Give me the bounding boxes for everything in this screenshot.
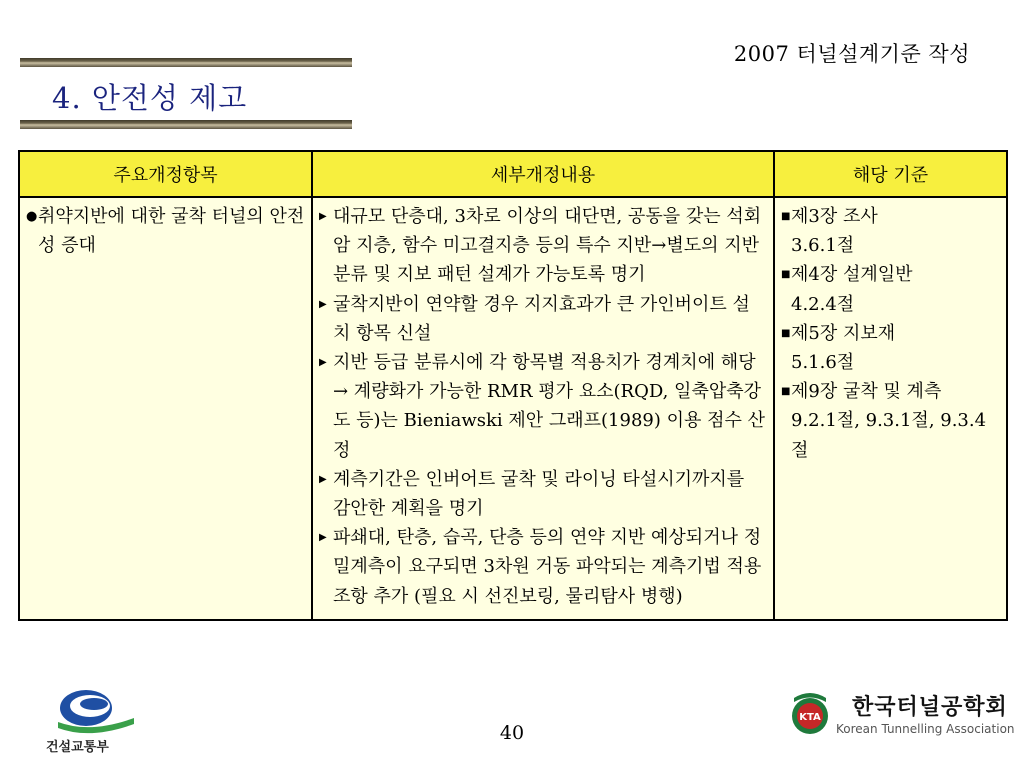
reference-cell bbox=[774, 197, 1007, 620]
main-item-cell bbox=[19, 197, 312, 620]
kta-name: 한국터널공학회 bbox=[852, 695, 1008, 720]
square-bullet-icon: ■ bbox=[781, 269, 791, 281]
kta-logo-icon bbox=[790, 688, 830, 738]
detail-item bbox=[319, 523, 767, 611]
main-item bbox=[26, 202, 305, 260]
triangle-bullet-icon: ▶ bbox=[319, 532, 327, 544]
square-bullet-icon: ■ bbox=[781, 327, 791, 339]
detail-item bbox=[319, 465, 767, 523]
detail-text: 파쇄대, 탄층, 습곡, 단층 등의 연약 지반 예상되거나 정밀계측이 요구되면 3차원 거동 파악되는 계측기법 적용 조항 추가 (필요 시 선진보링, 물리탐사 병행) bbox=[333, 527, 762, 607]
triangle-bullet-icon: ▶ bbox=[319, 473, 327, 485]
detail-text: 굴착지반이 연약할 경우 지지효과가 큰 가인버이트 설치 항목 신설 bbox=[333, 293, 750, 344]
kta-badge-text: KTA bbox=[799, 712, 821, 723]
detail-item bbox=[319, 348, 767, 465]
reference-section: 5.1.6절 bbox=[791, 352, 855, 374]
detail-text: 지반 등급 분류시에 각 항목별 적용치가 경계치에 해당→ 계량화가 가능한 RMR 평가 요소(RQD, 일축압축강도 등)는 Bieniawski 제안 그래프(1989) 이용 점수 산정 bbox=[333, 352, 765, 461]
square-bullet-icon: ■ bbox=[781, 211, 791, 222]
kta-english-name: Korean Tunnelling Association bbox=[836, 722, 1015, 736]
square-bullet-icon: ■ bbox=[781, 386, 791, 398]
header-main-item: 주요개정항목 bbox=[19, 151, 312, 197]
detail-text: 대규모 단층대, 3차로 이상의 대단면, 공동을 갖는 석회암 지층, 함수 미고결지층 등의 특수 지반→별도의 지반 분류 및 지보 패턴 설계가 가능토록 명기 bbox=[333, 206, 762, 286]
detail-item bbox=[319, 202, 767, 290]
reference-chapter: 제3장 조사 bbox=[791, 206, 878, 227]
reference-item bbox=[781, 319, 1000, 348]
bullet-dot-icon: ● bbox=[26, 209, 38, 224]
slide-title-bar bbox=[20, 58, 352, 130]
reference-section: 3.6.1절 bbox=[791, 235, 855, 257]
detail-cell bbox=[312, 197, 774, 620]
moct-logo-label: 건설교통부 bbox=[46, 740, 109, 755]
revision-table bbox=[18, 150, 1008, 621]
reference-section: 4.2.4절 bbox=[791, 293, 855, 315]
top-note: 2007 터널설계기준 작성 bbox=[733, 42, 970, 66]
reference-item bbox=[781, 377, 1000, 406]
title-bar-bottom-line bbox=[20, 120, 352, 129]
header-detail: 세부개정내용 bbox=[312, 151, 774, 197]
header-reference: 해당 기준 bbox=[774, 151, 1007, 197]
slide-title: 4. 안전성 제고 bbox=[52, 81, 248, 115]
detail-item bbox=[319, 290, 767, 348]
main-item-text: 취약지반에 대한 굴착 터널의 안전성 증대 bbox=[38, 206, 305, 257]
page-number: 40 bbox=[499, 722, 525, 744]
table-header-row bbox=[19, 151, 1007, 197]
title-bar-top-line bbox=[20, 58, 352, 67]
detail-text: 계측기간은 인버어트 굴착 및 라이닝 타설시기까지를 감안한 계획을 명기 bbox=[333, 468, 745, 520]
reference-chapter: 제9장 굴착 및 계측 bbox=[791, 381, 942, 403]
reference-item bbox=[781, 202, 1000, 231]
triangle-bullet-icon: ▶ bbox=[319, 357, 327, 369]
triangle-bullet-icon: ▶ bbox=[319, 298, 327, 310]
reference-section: 9.2.1절, 9.3.1절, 9.3.4절 bbox=[791, 410, 987, 461]
reference-chapter: 제4장 설계일반 bbox=[791, 264, 913, 286]
reference-chapter: 제5장 지보재 bbox=[791, 322, 896, 344]
triangle-bullet-icon: ▶ bbox=[319, 211, 327, 222]
table-row bbox=[19, 197, 1007, 620]
reference-item bbox=[781, 260, 1000, 289]
